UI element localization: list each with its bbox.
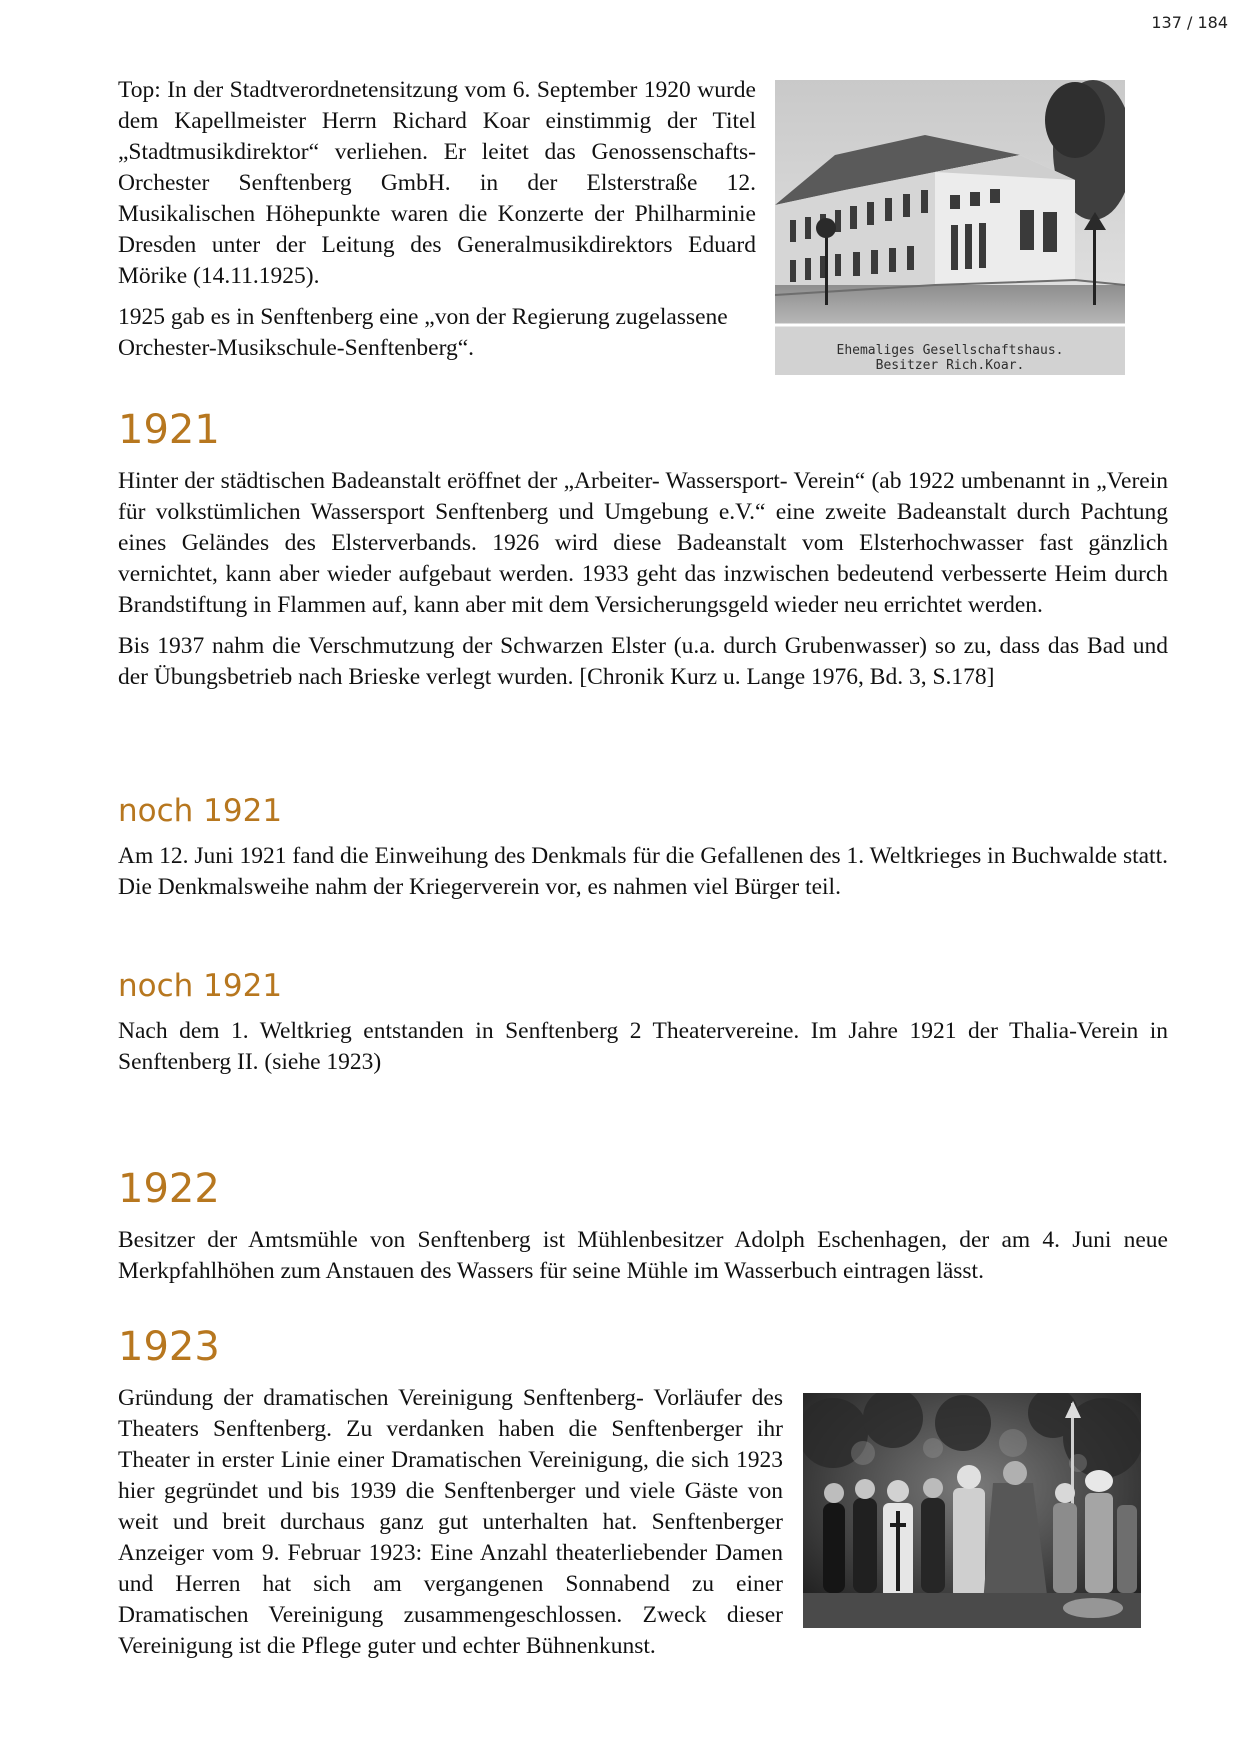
gesellschaftshaus-photo	[775, 80, 1125, 375]
section-noch-1921-a-paragraph: Am 12. Juni 1921 fand die Einweihung des Denkmals für die Gefallenen des 1. Weltkrieges in Buchwalde statt. Die Denkmalsweihe nahm der Kriegerverein vor, es nahmen viel Bürger teil.	[118, 843, 1168, 900]
section-noch-1921-a-text	[118, 841, 1168, 913]
building-illustration	[775, 80, 1125, 375]
section-1923-paragraph: Gründung der dramatischen Vereinigung Senftenberg- Vorläufer des Theaters Senftenberg. Zu verdanken haben die Senftenberger ihr Theater in erster Linie einer Dramatischen Vereinigung, die sich 1923 hier gegründet und bis 1939 die Senftenberger und viele Gäste von weit und breit durchaus ganz gut unterhalten hat. Senftenberger Anzeiger vom 9. Februar 1923: Eine Anzahl theaterliebender Damen und Herren hat sich am vergangenen Sonnabend zu einer Dramatischen Vereinigung zusammengeschlossen. Zweck dieser Vereinigung ist die Pflege guter und echter Bühnenkunst.	[118, 1385, 783, 1659]
photo-caption	[775, 343, 1125, 373]
section-1922-paragraph: Besitzer der Amtsmühle von Senftenberg ist Mühlenbesitzer Adolph Eschenhagen, der am 4. Juni neue Merkpfahlhöhen zum Anstauen des Wassers für seine Mühle im Wasserbuch eintragen lässt.	[118, 1227, 1168, 1284]
theater-group-photo	[803, 1393, 1141, 1628]
section-1922-text	[118, 1225, 1168, 1297]
section-1923-text	[118, 1383, 783, 1672]
section-1923-heading: 1923	[118, 1324, 220, 1370]
theater-scene-illustration	[803, 1393, 1141, 1628]
section-noch-1921-a-heading: noch 1921	[118, 793, 283, 829]
section-1921-paragraph-2: Bis 1937 nahm die Verschmutzung der Schwarzen Elster (u.a. durch Grubenwasser) so zu, dass das Bad und der Übungsbetrieb nach Brieske verlegt wurden. [Chronik Kurz u. Lange 1976, Bd. 3, S.178]	[118, 633, 1168, 690]
section-1921-text	[118, 466, 1168, 703]
section-1921-heading: 1921	[118, 407, 220, 453]
section-noch-1921-b-text	[118, 1016, 1168, 1088]
section-1922-heading: 1922	[118, 1166, 220, 1212]
intro-paragraph-2: 1925 gab es in Senftenberg eine „von der Regierung zugelassene Orchester-Musikschule-Senftenberg“.	[118, 304, 728, 361]
intro-paragraph-1: Top: In der Stadtverordnetensitzung vom 6. September 1920 wurde dem Kapellmeister Herrn Richard Koar einstimmig der Titel „Stadtmusikdirektor“ verliehen. Er leitet das Genossenschafts- Orchester Senftenberg GmbH. in der Elsterstraße 12. Musikalischen Höhepunkte waren die Konzerte der Philharminie Dresden unter der Leitung des Generalmusikdirektors Eduard Mörike (14.11.1925).	[118, 77, 756, 289]
photo-caption-line-1: Ehemaliges Gesellschaftshaus.	[836, 343, 1064, 358]
section-1921-paragraph-1: Hinter der städtischen Badeanstalt eröffnet der „Arbeiter- Wassersport- Verein“ (ab 1922 umbenannt in „Verein für volkstümlichen Wassersport Senftenberg und Umgebung e.V.“ eine zweite Badeanstalt durch Pachtung eines Geländes des Elsterverbands. 1926 wird diese Badeanstalt vom Elsterhochwasser fast gänzlich vernichtet, kann aber wieder aufgebaut werden. 1933 geht das inzwischen bedeutend verbesserte Heim durch Brandstiftung in Flammen auf, kann aber mit dem Versicherungsgeld wieder neu errichtet werden.	[118, 468, 1168, 618]
page-number: 137 / 184	[1151, 13, 1228, 32]
section-noch-1921-b-paragraph: Nach dem 1. Weltkrieg entstanden in Senftenberg 2 Theatervereine. Im Jahre 1921 der Thalia-Verein in Senftenberg II. (siehe 1923)	[118, 1018, 1168, 1075]
intro-text	[118, 75, 756, 374]
section-noch-1921-b-heading: noch 1921	[118, 968, 283, 1004]
photo-caption-line-2: Besitzer Rich.Koar.	[875, 358, 1025, 373]
